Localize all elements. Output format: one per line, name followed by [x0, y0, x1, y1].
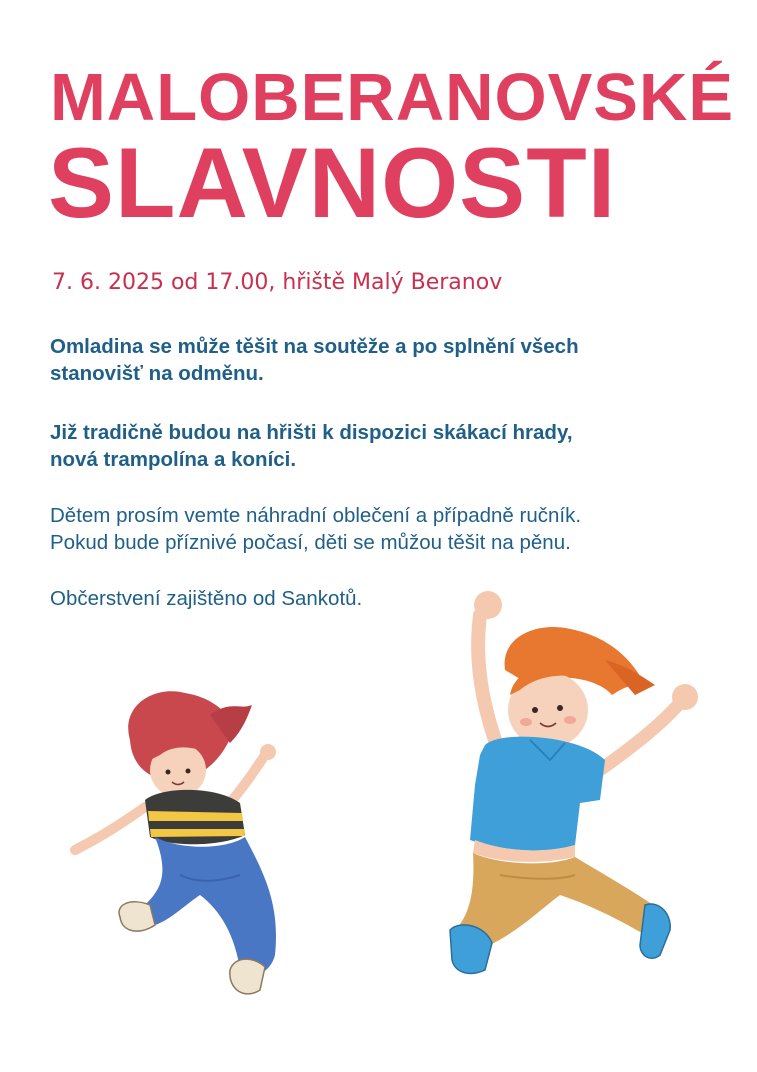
- paragraph-attractions: [50, 419, 710, 473]
- paragraph-clothes: [50, 502, 710, 556]
- page-title-line1: MALOBERANOVSKÉ: [50, 60, 735, 135]
- paragraph-line: Občerstvení zajištěno od Sankotů.: [50, 587, 363, 610]
- jumping-kids-icon: [60, 575, 740, 1035]
- paragraph-line: nová trampolína a koníci.: [50, 448, 297, 471]
- paragraph-line: Již tradičně budou na hřišti k dispozici skákací hrady,: [50, 421, 573, 444]
- boy-illustration: [450, 591, 698, 973]
- girl-illustration: [75, 691, 276, 994]
- paragraph-line: Pokud bude příznivé počasí, děti se můžou těšit na pěnu.: [50, 531, 571, 554]
- paragraph-line: Omladina se může těšit na soutěže a po splnění všech: [50, 335, 579, 358]
- paragraph-line: Dětem prosím vemte náhradní oblečení a případně ručník.: [50, 504, 582, 527]
- paragraph-line: stanovišť na odměnu.: [50, 362, 264, 385]
- paragraph-rewards: [50, 333, 710, 387]
- page-title-line2: SLAVNOSTI: [48, 127, 617, 238]
- event-date-location: 7. 6. 2025 od 17.00, hřiště Malý Beranov: [52, 270, 503, 295]
